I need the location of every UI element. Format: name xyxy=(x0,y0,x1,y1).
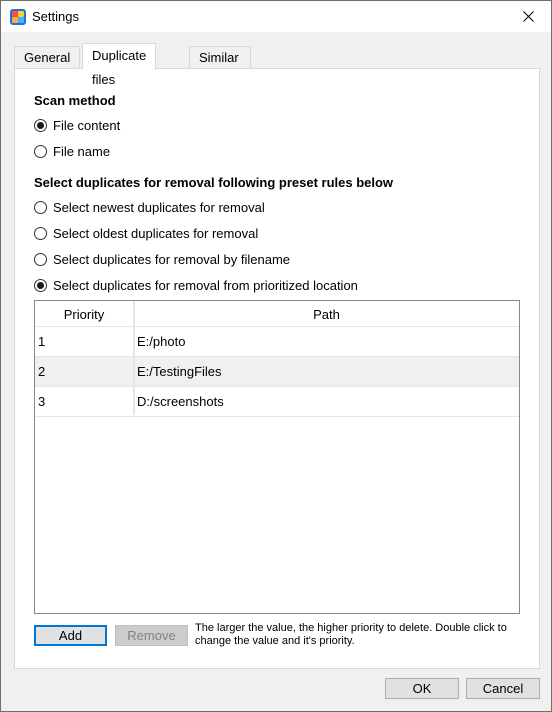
column-header-priority[interactable]: Priority xyxy=(35,301,134,327)
radio-label: Select oldest duplicates for removal xyxy=(53,225,259,241)
radio-newest[interactable] xyxy=(34,198,265,216)
remove-button[interactable]: Remove xyxy=(115,625,188,646)
priority-cell[interactable]: 1 xyxy=(35,327,134,356)
radio-file-content[interactable] xyxy=(34,116,120,134)
ok-button[interactable]: OK xyxy=(385,678,459,699)
radio-indicator xyxy=(34,201,47,214)
table-row[interactable] xyxy=(35,327,519,357)
priority-table[interactable] xyxy=(34,300,520,614)
radio-label: File name xyxy=(53,143,111,159)
column-header-path[interactable]: Path xyxy=(313,306,340,322)
radio-prioritized-location[interactable] xyxy=(34,276,358,294)
radio-indicator xyxy=(34,253,47,266)
radio-indicator xyxy=(34,279,47,292)
priority-hint-text: The larger the value, the higher priority to delete. Double click to change the value and it's priority. xyxy=(195,622,507,647)
window-title: Settings xyxy=(32,9,79,24)
tab-duplicate-files[interactable]: Duplicate files xyxy=(82,43,156,70)
radio-label: Select duplicates for removal by filename xyxy=(53,251,291,267)
column-divider xyxy=(134,301,135,414)
radio-indicator xyxy=(34,145,47,158)
radio-indicator xyxy=(34,119,47,132)
cancel-button[interactable]: Cancel xyxy=(466,678,540,699)
close-icon xyxy=(523,11,534,22)
radio-by-filename[interactable] xyxy=(34,250,290,268)
add-button[interactable]: Add xyxy=(34,625,107,646)
radio-label: File content xyxy=(53,117,121,133)
rules-title: Select duplicates for removal following preset rules below xyxy=(34,175,394,190)
duplicate-files-panel xyxy=(14,68,540,669)
path-cell[interactable]: E:/TestingFiles xyxy=(137,364,222,379)
close-button[interactable] xyxy=(505,1,551,32)
table-row[interactable] xyxy=(35,357,519,387)
radio-file-name[interactable] xyxy=(34,142,110,160)
scan-method-title: Scan method xyxy=(34,93,116,108)
path-cell[interactable]: E:/photo xyxy=(137,334,186,349)
priority-cell[interactable]: 2 xyxy=(35,357,134,386)
radio-label: Select newest duplicates for removal xyxy=(53,199,265,215)
table-header xyxy=(35,301,519,327)
app-icon xyxy=(10,9,26,25)
table-row[interactable] xyxy=(35,387,519,417)
radio-oldest[interactable] xyxy=(34,224,258,242)
title-bar xyxy=(1,1,551,32)
radio-label: Select duplicates for removal from prioritized location xyxy=(53,277,358,293)
tab-similar-images[interactable]: Similar xyxy=(189,46,251,68)
priority-cell[interactable]: 3 xyxy=(35,387,134,416)
radio-indicator xyxy=(34,227,47,240)
tab-general[interactable]: General xyxy=(14,46,80,68)
path-cell[interactable]: D:/screenshots xyxy=(137,394,224,409)
